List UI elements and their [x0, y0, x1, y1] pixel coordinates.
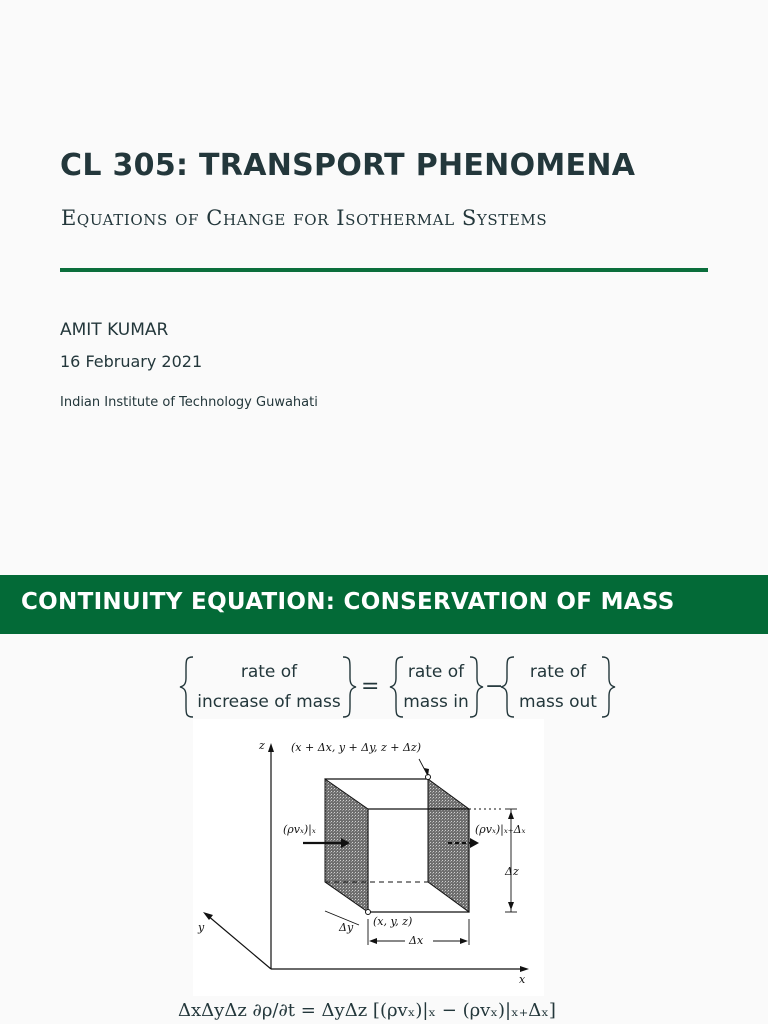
presentation-subtitle: Equations of Change for Isothermal Systems	[61, 206, 548, 230]
delta-x-label: Δx	[409, 934, 424, 947]
author-name: AMIT KUMAR	[60, 320, 169, 340]
bottom-equation: ΔxΔyΔz ∂ρ/∂t = ΔyΔz [(ρvₓ)|ₓ − (ρvₓ)|ₓ₊Δₓ]	[178, 1000, 556, 1021]
title-divider	[60, 268, 708, 272]
minus-sign: −	[485, 674, 504, 699]
flux-in-label: (ρvₓ)|ₓ	[283, 823, 316, 836]
flux-out-label: (ρvₓ)|ₓ₊Δₓ	[475, 823, 526, 836]
presentation-date: 16 February 2021	[60, 352, 203, 371]
frame-title: CONTINUITY EQUATION: CONSERVATION OF MASS	[21, 589, 675, 615]
rate-in-line1: rate of	[407, 662, 465, 682]
delta-z-label: Δz	[505, 865, 519, 878]
z-axis-label: z	[259, 739, 265, 752]
institute-name: Indian Institute of Technology Guwahati	[60, 395, 318, 410]
x-axis-label: x	[519, 973, 526, 986]
corner-label-bottom: (x, y, z)	[373, 915, 413, 928]
y-axis-label: y	[198, 921, 205, 934]
mass-balance-equation	[0, 650, 768, 725]
rate-increase-line2: increase of mass	[197, 692, 341, 712]
frame-title-bar	[0, 575, 768, 634]
rate-out-line2: mass out	[519, 692, 597, 712]
rate-increase-line1: rate of	[240, 662, 298, 682]
control-volume-figure	[193, 719, 544, 996]
rate-in-line2: mass in	[403, 692, 469, 712]
corner-label-top: (x + Δx, y + Δy, z + Δz)	[291, 741, 421, 754]
balance-braces	[0, 650, 768, 725]
rate-out-line1: rate of	[529, 662, 587, 682]
presentation-title: CL 305: TRANSPORT PHENOMENA	[60, 148, 636, 183]
control-volume-drawing	[193, 719, 544, 996]
equals-sign: =	[361, 674, 380, 699]
delta-y-label: Δy	[339, 921, 354, 934]
